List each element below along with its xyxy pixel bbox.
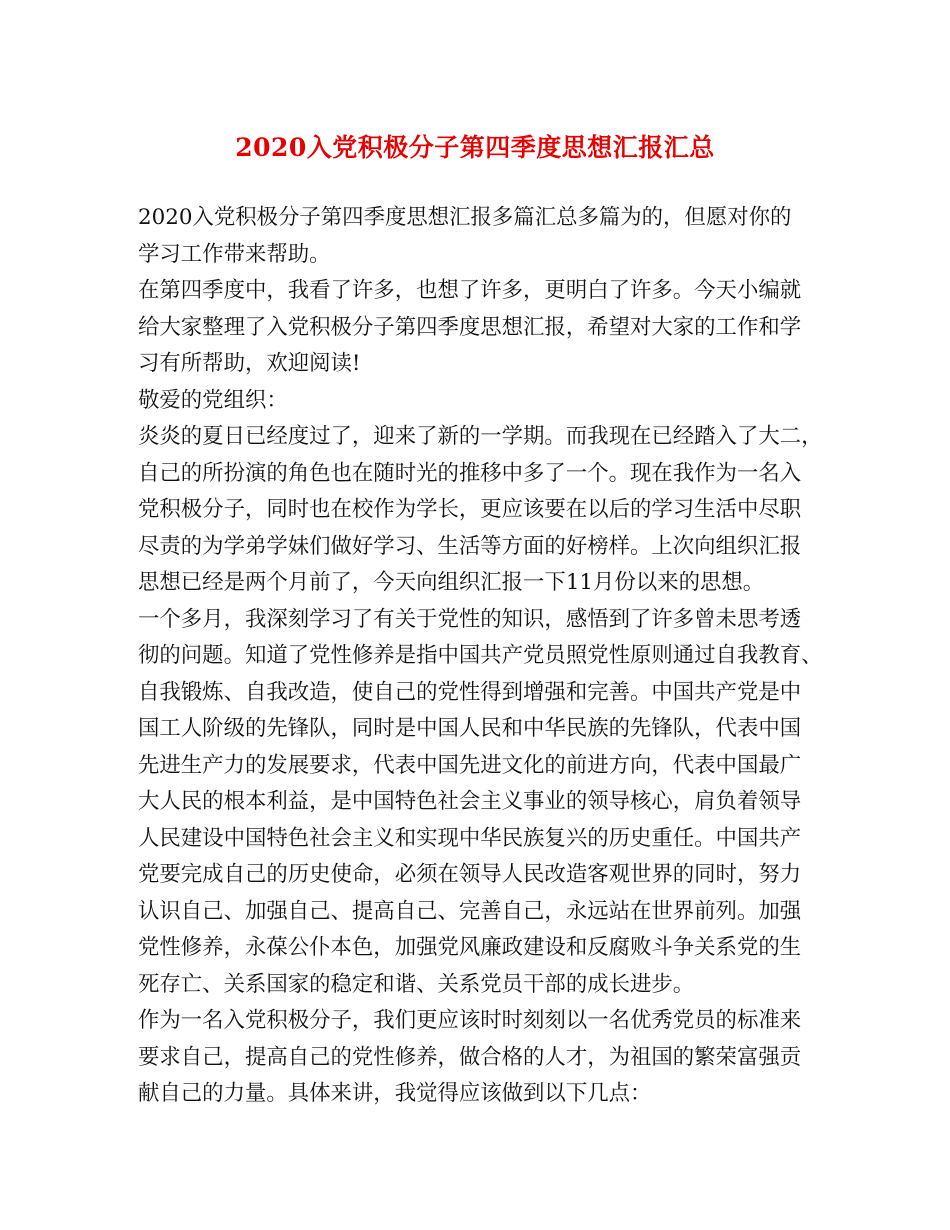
text-line: 一个多月，我深刻学习了有关于党性的知识，感悟到了许多曾未思考透	[138, 606, 802, 632]
text-line: 大人民的根本利益，是中国特色社会主义事业的领导核心，肩负着领导	[138, 789, 802, 814]
text-line: 2020入党积极分子第四季度思想汇报多篇汇总多篇为的，但愿对你的	[138, 205, 792, 230]
text-line: 国工人阶级的先锋队，同时是中国人民和中华民族的先锋队，代表中国	[138, 716, 802, 741]
paragraph-salutation	[138, 383, 828, 420]
document-title: 2020入党积极分子第四季度思想汇报汇总	[235, 133, 715, 162]
text-line: 献自己的力量。具体来讲，我觉得应该做到以下几点：	[138, 1081, 652, 1106]
text-line: 思想已经是两个月前了，今天向组织汇报一下11月份以来的思想。	[138, 570, 765, 595]
paragraph-body-1	[138, 419, 828, 602]
text-line: 敬爱的党组织：	[138, 387, 288, 413]
text-line: 先进生产力的发展要求，代表中国先进文化的前进方向，代表中国最广	[138, 752, 802, 778]
text-line: 自己的所扮演的角色也在随时光的推移中多了一个。现在我作为一名入	[138, 460, 802, 486]
text-line: 党积极分子，同时也在校作为学长，更应该要在以后的学习生活中尽职	[138, 497, 802, 522]
paragraph-preface	[138, 273, 828, 383]
text-line: 尽责的为学弟学妹们做好学习、生活等方面的好榜样。上次向组织汇报	[138, 533, 802, 559]
paragraph-intro	[138, 200, 828, 273]
text-line: 习有所帮助，欢迎阅读!	[138, 351, 361, 376]
document-body	[138, 200, 828, 1113]
text-line: 死存亡、关系国家的稳定和谐、关系党员干部的成长进步。	[138, 971, 695, 997]
text-line: 党性修养，永葆公仆本色，加强党风廉政建设和反腐败斗争关系党的生	[138, 935, 802, 960]
paragraph-body-3	[138, 1003, 828, 1113]
text-line: 学习工作带来帮助。	[138, 241, 331, 267]
text-line: 党要完成自己的历史使命，必须在领导人民改造客观世界的同时，努力	[138, 862, 802, 887]
text-line: 认识自己、加强自己、提高自己、完善自己，永远站在世界前列。加强	[138, 898, 802, 924]
text-line: 彻的问题。知道了党性修养是指中国共产党员照党性原则通过自我教育、	[138, 643, 823, 668]
text-line: 在第四季度中，我看了许多，也想了许多，更明白了许多。今天小编就	[138, 278, 802, 303]
text-line: 给大家整理了入党积极分子第四季度思想汇报，希望对大家的工作和学	[138, 314, 802, 340]
text-line: 人民建设中国特色社会主义和实现中华民族复兴的历史重任。中国共产	[138, 825, 802, 851]
text-line: 作为一名入党积极分子，我们更应该时时刻刻以一名优秀党员的标准来	[138, 1008, 802, 1033]
text-line: 自我锻炼、自我改造，使自己的党性得到增强和完善。中国共产党是中	[138, 679, 802, 705]
text-line: 要求自己，提高自己的党性修养，做合格的人才，为祖国的繁荣富强贡	[138, 1044, 802, 1070]
paragraph-body-2	[138, 602, 828, 1004]
text-line: 炎炎的夏日已经度过了，迎来了新的一学期。而我现在已经踏入了大二，	[138, 424, 823, 449]
